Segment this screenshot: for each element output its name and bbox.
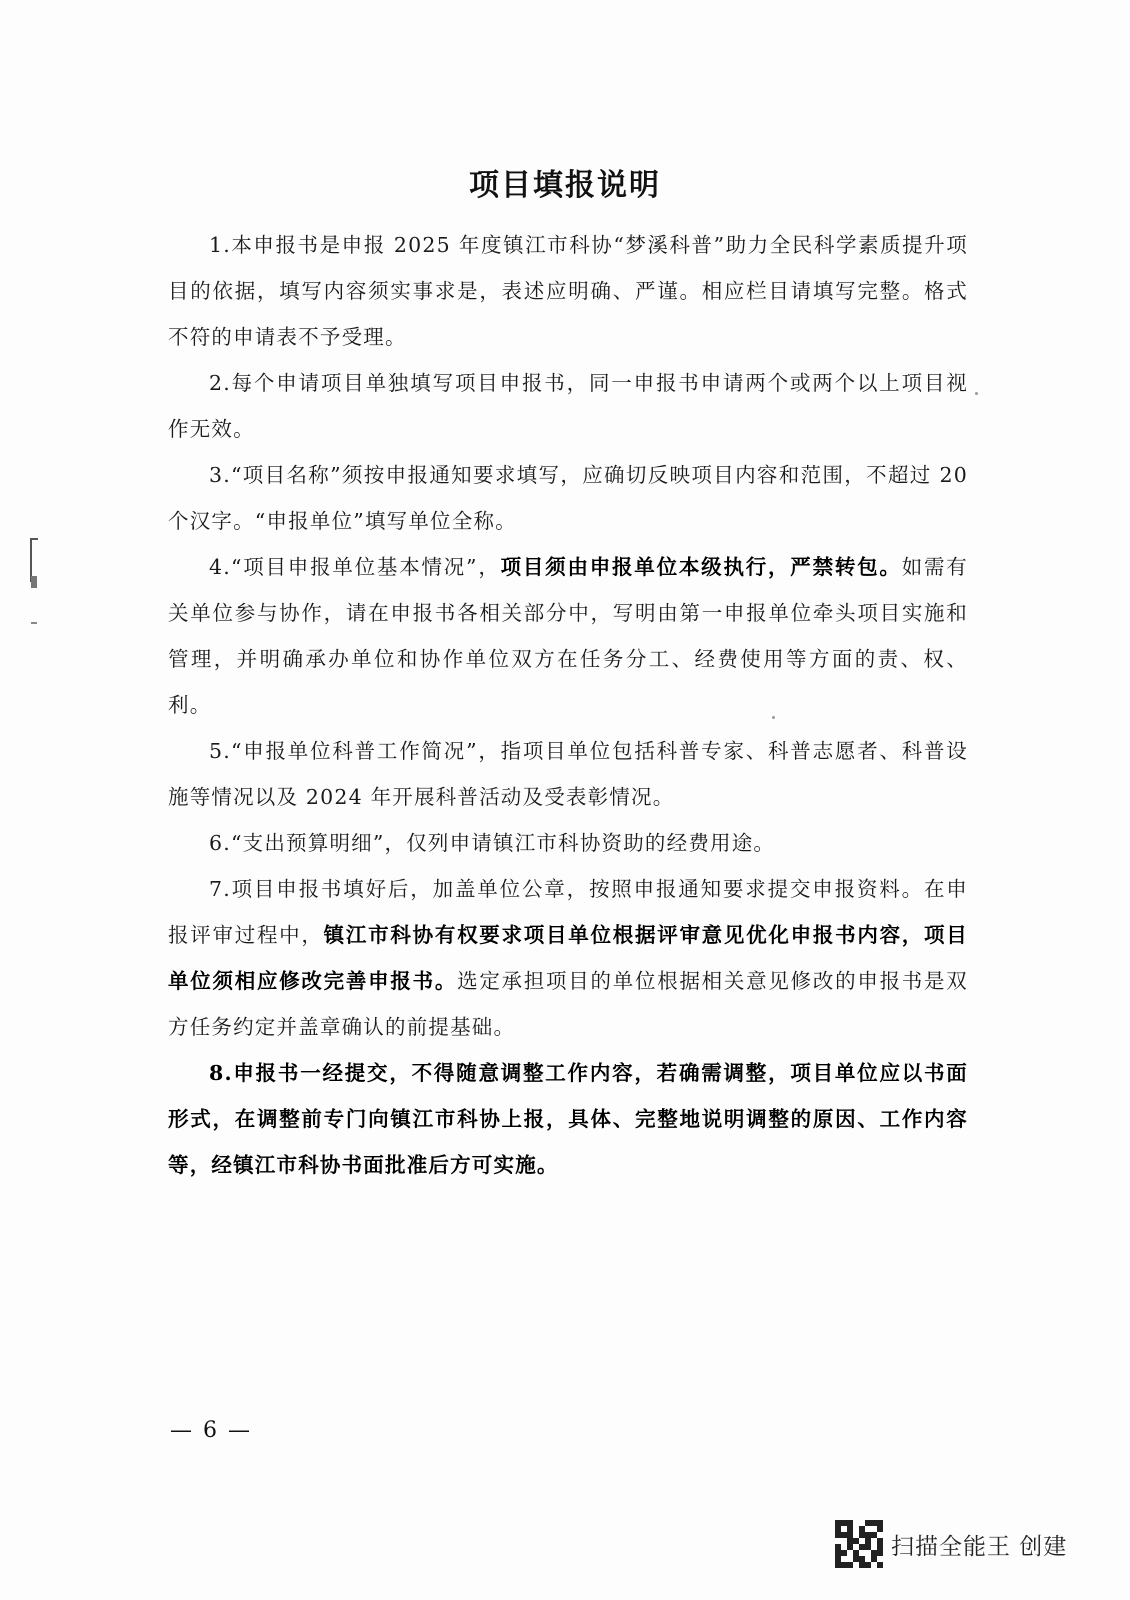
instruction-paragraph bbox=[168, 222, 968, 360]
paragraph-text: 7.项目申报书填好后，加盖单位公章，按照申报通知要求提交申报资料。在申报评审过程中， bbox=[168, 877, 968, 947]
instruction-paragraph bbox=[168, 360, 968, 452]
emphasized-text: 镇江市科协有权要求项目单位根据评审意见优化申报书内容，项目单位须相应修改完善申报书。 bbox=[168, 923, 968, 993]
watermark-text: 扫描全能王 创建 bbox=[891, 1533, 1068, 1560]
instruction-paragraph bbox=[168, 728, 968, 820]
paragraph-text: 5.“申报单位科普工作简况”，指项目单位包括科普专家、科普志愿者、科普设施等情况以及 2024 年开展科普活动及受表彰情况。 bbox=[168, 739, 968, 809]
binding-mark bbox=[31, 576, 37, 588]
scanner-watermark bbox=[835, 1520, 1067, 1568]
paragraph-text: 4.“项目申报单位基本情况”， bbox=[209, 555, 501, 579]
emphasized-text: 项目须由申报单位本级执行，严禁转包。 bbox=[500, 555, 902, 579]
paragraph-text: 6.“支出预算明细”，仅列申请镇江市科协资助的经费用途。 bbox=[209, 831, 776, 855]
instruction-paragraph bbox=[168, 820, 968, 866]
document-body bbox=[168, 222, 968, 1188]
scan-speck bbox=[975, 392, 978, 395]
paragraph-text: 2.每个申请项目单独填写项目申报书，同一申报书申请两个或两个以上项目视作无效。 bbox=[168, 371, 968, 441]
page-title: 项目填报说明 bbox=[469, 168, 661, 203]
qr-code-icon bbox=[835, 1520, 883, 1568]
paragraph-text: 3.“项目名称”须按申报通知要求填写，应确切反映项目内容和范围，不超过 20 个汉字。“申报单位”填写单位全称。 bbox=[168, 463, 968, 533]
instruction-paragraph bbox=[168, 452, 968, 544]
paragraph-text: 1.本申报书是申报 2025 年度镇江市科协“梦溪科普”助力全民科学素质提升项目的依据，填写内容须实事求是，表述应明确、严谨。相应栏目请填写完整。格式不符的申请表不予受理。 bbox=[168, 233, 968, 349]
page-number: — 6 — bbox=[170, 1418, 252, 1443]
emphasized-text: 8.申报书一经提交，不得随意调整工作内容，若确需调整，项目单位应以书面形式，在调整前专门向镇江市科协上报，具体、完整地说明调整的原因、工作内容等，经镇江市科协书面批准后方可实施。 bbox=[168, 1061, 968, 1177]
binding-mark bbox=[30, 538, 38, 540]
instruction-paragraph bbox=[168, 1050, 968, 1188]
instruction-paragraph bbox=[168, 544, 968, 728]
paragraph-text: 如需有关单位参与协作，请在申报书各相关部分中，写明由第一申报单位牵头项目实施和管理，并明确承办单位和协作单位双方在任务分工、经费使用等方面的责、权、利。 bbox=[168, 555, 968, 717]
paragraph-text: 选定承担项目的单位根据相关意见修改的申报书是双方任务约定并盖章确认的前提基础。 bbox=[168, 969, 968, 1039]
binding-mark bbox=[31, 622, 37, 624]
instruction-paragraph bbox=[168, 866, 968, 1050]
